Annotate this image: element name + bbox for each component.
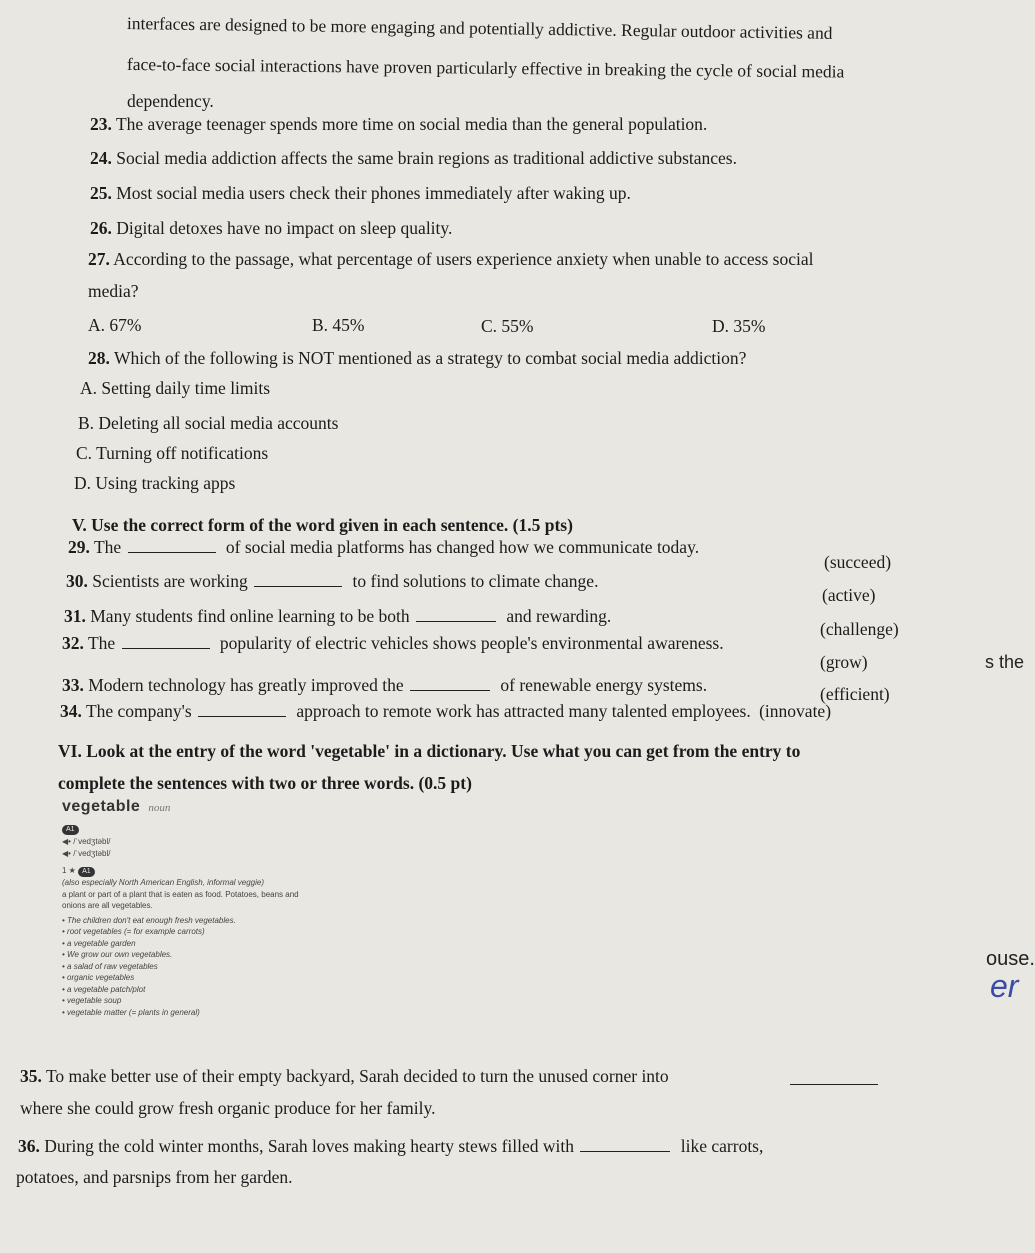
sentence-end: of renewable energy systems. <box>500 675 708 695</box>
sentence-start: The company's <box>85 701 192 721</box>
sentence-end: popularity of electric vehicles shows people's environmental awareness. <box>219 633 724 653</box>
question-33 <box>62 674 707 696</box>
question-25 <box>90 182 631 204</box>
question-35 <box>20 1065 669 1087</box>
sentence-start: Many students find online learning to be both <box>90 606 410 626</box>
section-6-title-line-2: complete the sentences with two or three words. (0.5 pt) <box>58 773 472 793</box>
question-text: Which of the following is NOT mentioned as a strategy to combat social media addiction? <box>113 348 747 368</box>
question-text: The average teenager spends more time on social media than the general population. <box>115 114 708 134</box>
option-28-c[interactable]: C. Turning off notifications <box>76 443 269 463</box>
question-26 <box>90 217 452 239</box>
answer-blank[interactable] <box>128 538 216 553</box>
question-31 <box>64 605 611 627</box>
question-27 <box>88 248 814 270</box>
word-hint-29: (succeed) <box>824 552 892 572</box>
word-hint-34: (innovate) <box>759 701 832 721</box>
sense-number-icon: 1 ★ <box>62 866 76 875</box>
dictionary-part-of-speech: noun <box>148 802 171 814</box>
answer-blank[interactable] <box>198 702 286 717</box>
intro-line-3: dependency. <box>127 91 214 111</box>
example-item: • vegetable soup <box>62 996 122 1005</box>
example-item: • a vegetable patch/plot <box>62 984 146 994</box>
pronunciation-us: /ˈvedʒtəbl/ <box>73 848 111 858</box>
section-6-title-line-1: VI. Look at the entry of the word 'vegetable' in a dictionary. Use what you can get from the entry to <box>58 741 801 761</box>
definition-line-2: onions are all vegetables. <box>62 901 153 910</box>
intro-line-2: face-to-face social interactions have proven particularly effective in breaking the cycle of social media <box>126 54 845 82</box>
sentence-end: approach to remote work has attracted many talented employees. <box>296 701 751 721</box>
sentence-end: like carrots, <box>680 1136 764 1156</box>
question-text: Most social media users check their phones immediately after waking up. <box>116 183 631 203</box>
example-item: • a salad of raw vegetables <box>62 961 158 971</box>
question-number: 26. <box>90 218 112 238</box>
option-27-c[interactable]: C. 55% <box>481 316 534 336</box>
question-28 <box>88 347 746 369</box>
word-hint-32: (grow) <box>820 652 868 672</box>
answer-blank[interactable] <box>254 572 342 587</box>
example-item: • vegetable matter (= plants in general) <box>62 1007 200 1017</box>
question-number: 35. <box>20 1066 42 1086</box>
speaker-icon[interactable]: ◀• <box>62 848 71 858</box>
sentence-start: Scientists are working <box>92 571 248 591</box>
question-24 <box>90 147 737 169</box>
answer-blank[interactable] <box>122 634 210 649</box>
option-28-a[interactable]: A. Setting daily time limits <box>80 378 271 398</box>
answer-blank[interactable] <box>416 607 496 622</box>
question-text: Digital detoxes have no impact on sleep quality. <box>116 218 453 238</box>
example-item: • organic vegetables <box>62 973 135 982</box>
question-number: 28. <box>88 348 110 368</box>
question-text: To make better use of their empty backyard, Sarah decided to turn the unused corner into <box>45 1066 669 1086</box>
example-item: • a vegetable garden <box>62 938 136 948</box>
question-number: 29. <box>68 537 90 557</box>
word-hint-31: (challenge) <box>820 619 899 639</box>
example-list <box>62 915 482 1019</box>
cefr-level-badge: A1 <box>62 825 79 835</box>
question-number: 30. <box>66 571 88 591</box>
question-36-continued: potatoes, and parsnips from her garden. <box>16 1167 293 1187</box>
question-36 <box>18 1135 763 1157</box>
question-23 <box>90 113 707 135</box>
pronunciation-uk: /ˈvedʒtəbl/ <box>73 837 111 846</box>
margin-fragment-1: s the <box>985 652 1025 672</box>
sentence-start: The <box>93 537 122 557</box>
question-text: According to the passage, what percentage of users experience anxiety when unable to access social <box>113 249 814 269</box>
option-28-d[interactable]: D. Using tracking apps <box>74 473 236 493</box>
question-29 <box>68 536 699 558</box>
example-item: • We grow our own vegetables. <box>62 950 173 959</box>
question-27-continued: media? <box>88 281 139 301</box>
sentence-end: and rewarding. <box>506 606 612 626</box>
answer-blank[interactable] <box>410 676 490 691</box>
answer-blank[interactable] <box>580 1137 670 1152</box>
question-number: 25. <box>90 183 112 203</box>
section-5-title: V. Use the correct form of the word given in each sentence. (1.5 pts) <box>72 515 573 535</box>
example-item: • root vegetables (= for example carrots) <box>62 927 205 936</box>
question-32 <box>62 632 724 654</box>
option-28-b[interactable]: B. Deleting all social media accounts <box>78 413 339 433</box>
question-text: Social media addiction affects the same brain regions as traditional addictive substances. <box>116 148 737 168</box>
option-27-b[interactable]: B. 45% <box>312 315 365 335</box>
question-number: 27. <box>88 249 110 269</box>
question-number: 36. <box>18 1136 40 1156</box>
dictionary-entry <box>62 798 482 1018</box>
question-number: 33. <box>62 675 84 695</box>
question-number: 23. <box>90 114 112 134</box>
question-30 <box>66 570 598 592</box>
cefr-level-badge: A1 <box>78 867 95 877</box>
sentence-end: to find solutions to climate change. <box>352 571 599 591</box>
question-34 <box>60 700 831 722</box>
sentence-start: Modern technology has greatly improved the <box>88 675 404 695</box>
word-hint-33: (efficient) <box>820 684 890 704</box>
sentence-end: of social media platforms has changed how we communicate today. <box>225 537 700 557</box>
margin-fragment-2: ouse. <box>986 948 1035 970</box>
question-number: 31. <box>64 606 86 626</box>
word-hint-30: (active) <box>822 585 876 605</box>
definition-line-1: a plant or part of a plant that is eaten as food. Potatoes, beans and <box>62 889 299 899</box>
dictionary-headword: vegetable <box>62 798 141 815</box>
question-number: 34. <box>60 701 82 721</box>
sentence-start: The <box>87 633 116 653</box>
margin-fragment-3: er <box>990 968 1019 1004</box>
option-27-a[interactable]: A. 67% <box>88 315 142 335</box>
answer-blank-35[interactable] <box>790 1084 878 1085</box>
question-number: 32. <box>62 633 84 653</box>
intro-line-1: interfaces are designed to be more engaging and potentially addictive. Regular outdoor activities and <box>126 13 833 43</box>
question-number: 24. <box>90 148 112 168</box>
example-item: • The children don't eat enough fresh vegetables. <box>62 915 236 925</box>
sentence-start: During the cold winter months, Sarah loves making hearty stews filled with <box>44 1136 575 1156</box>
question-35-continued: where she could grow fresh organic produce for her family. <box>20 1098 436 1118</box>
option-27-d[interactable]: D. 35% <box>712 316 766 336</box>
speaker-icon[interactable]: ◀• <box>62 837 71 846</box>
sense-label: (also especially North American English, informal veggie) <box>62 878 265 887</box>
